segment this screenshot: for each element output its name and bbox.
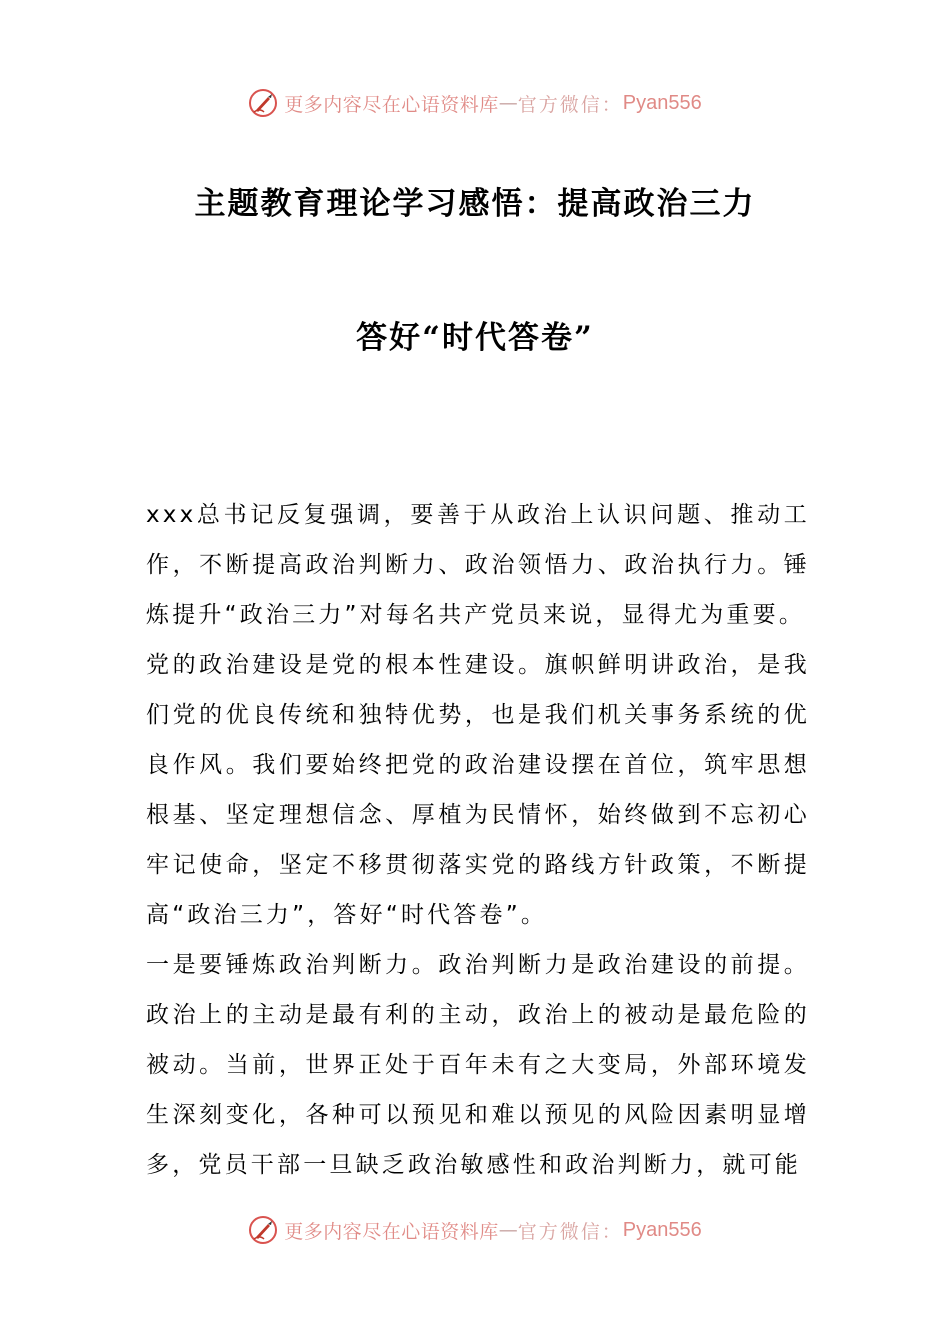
footer-watermark: [0, 1213, 950, 1247]
watermark-wechat-id: Pyan556: [622, 91, 702, 114]
watermark-separator: —: [498, 1219, 518, 1241]
body-paragraph: xxx总书记反复强调，要善于从政治上认识问题、推动工作，不断提高政治判断力、政治领悟力、政治执行力。锤炼提升“政治三力”对每名共产党员来说，显得尤为重要。: [146, 502, 810, 628]
watermark-brand: 更多内容尽在心语资料库: [284, 1220, 499, 1243]
document-title-line-1: 主题教育理论学习感悟：提高政治三力: [194, 186, 756, 222]
body-paragraph: 党的政治建设是党的根本性建设。旗帜鲜明讲政治，是我们党的优良传统和独特优势，也是我们机关事务系统的优良作风。我们要始终把党的政治建设摆在首位，筑牢思想根基、坚定理想信念、厚植为民情怀，始终做到不忘初心牢记使命，坚定不移贯彻落实党的路线方针政策，不断提高“政治三力”，答好“时代答卷”。: [146, 652, 810, 928]
body-paragraph: 一是要锤炼政治判断力。政治判断力是政治建设的前提。政治上的主动是最有利的主动，政治上的被动是最危险的被动。当前，世界正处于百年未有之大变局，外部环境发生深刻变化，各种可以预见和难以预见的风险因素明显增多，党员干部一旦缺乏政治敏感性和政治判断力，就可能: [146, 952, 810, 1178]
watermark-separator: —: [498, 92, 518, 114]
watermark-official-label: 官方微信：: [517, 93, 623, 116]
document-body: [146, 490, 810, 1190]
watermark-official-label: 官方微信：: [517, 1220, 623, 1243]
quill-logo-icon: [248, 88, 278, 118]
watermark-wechat-id: Pyan556: [622, 1218, 702, 1241]
document-title-line-2: 答好“时代答卷”: [356, 320, 594, 356]
quill-logo-icon: [248, 1215, 278, 1245]
header-watermark: [0, 86, 950, 120]
watermark-brand: 更多内容尽在心语资料库: [284, 93, 499, 116]
